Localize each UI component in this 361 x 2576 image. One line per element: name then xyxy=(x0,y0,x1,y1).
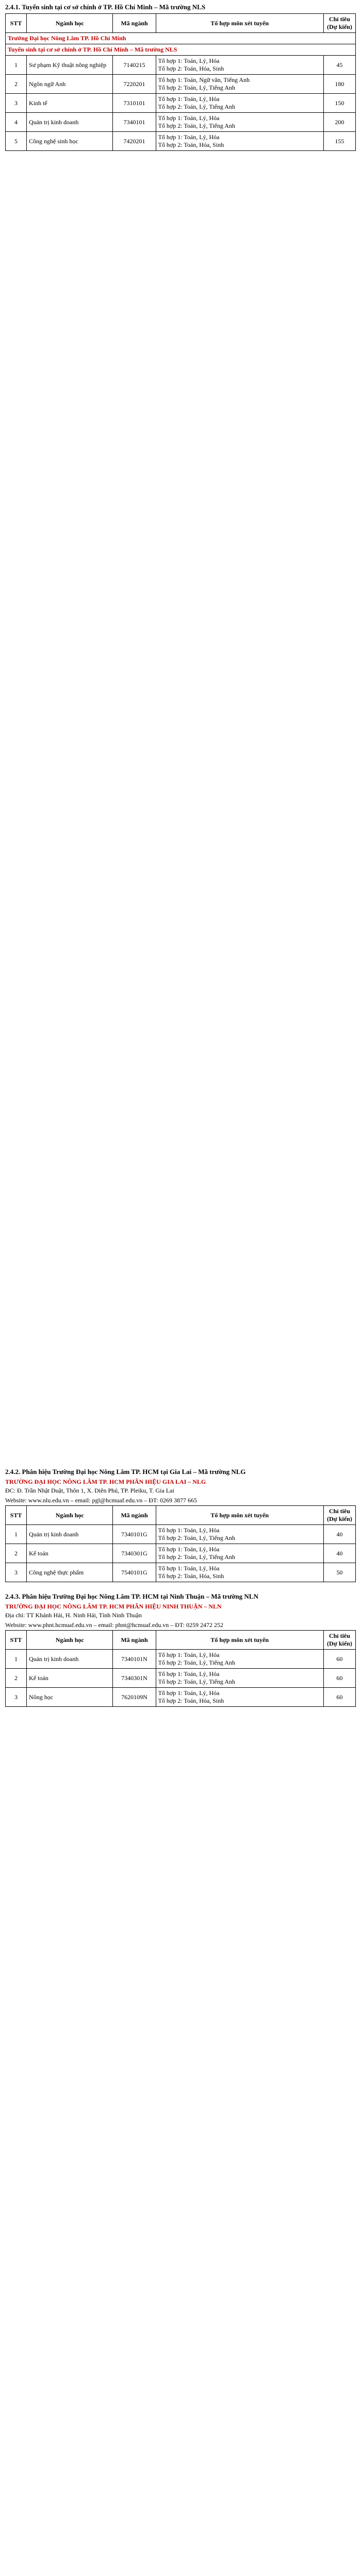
branch-address: Địa chỉ: TT Khánh Hải, H. Ninh Hải, Tỉnh Ninh Thuận xyxy=(5,1612,142,1619)
header-stt: STT xyxy=(6,14,27,33)
cell-quota: 60 xyxy=(323,1669,355,1688)
cell-major: Công nghệ thực phẩm xyxy=(27,1563,113,1582)
branch-address: ĐC: Đ. Trần Nhật Duật, Thôn 1, X. Diên Phú, TP. Pleiku, T. Gia Lai xyxy=(5,1487,174,1494)
combo-line: Tổ hợp 2: Toán, Lý, Tiếng Anh xyxy=(158,1659,235,1666)
cell-combos xyxy=(156,1650,323,1669)
cell-major: Quản trị kinh doanh xyxy=(27,113,113,132)
header-major: Ngành học xyxy=(27,1631,113,1650)
cell-quota: 50 xyxy=(323,1563,355,1582)
combo-line: Tổ hợp 1: Toán, Lý, Hóa xyxy=(158,1565,220,1572)
combo-line: Tổ hợp 1: Toán, Lý, Hóa xyxy=(158,1689,220,1697)
combo-line: Tổ hợp 2: Toán, Hóa, Sinh xyxy=(158,141,224,148)
header-code: Mã ngành xyxy=(113,14,156,33)
combo-line: Tổ hợp 2: Toán, Hóa, Sinh xyxy=(158,65,224,72)
table-row xyxy=(6,132,356,151)
table-row xyxy=(6,56,356,75)
cell-stt: 1 xyxy=(6,1650,27,1669)
cell-quota: 60 xyxy=(323,1688,355,1707)
combo-line: Tổ hợp 1: Toán, Lý, Hóa xyxy=(158,95,220,103)
table-row xyxy=(6,1650,356,1669)
header-combos: Tổ hợp môn xét tuyển xyxy=(156,14,323,33)
table-header xyxy=(6,1506,356,1525)
cell-major: Kinh tế xyxy=(27,94,113,113)
cell-code: 7620109N xyxy=(113,1688,156,1707)
header-stt: STT xyxy=(6,1506,27,1525)
combo-line: Tổ hợp 1: Toán, Ngữ văn, Tiếng Anh xyxy=(158,76,250,83)
cell-code: 7540101G xyxy=(113,1563,156,1582)
cell-combos xyxy=(156,1563,323,1582)
table-row xyxy=(6,75,356,94)
cell-code: 7340101N xyxy=(113,1650,156,1669)
branch-school-name: TRƯỜNG ĐẠI HỌC NÔNG LÂM TP. HCM PHÂN HIỆU GIA LAI – NLG xyxy=(5,1478,206,1485)
section-3-table xyxy=(5,1630,356,1707)
group-label: Tuyển sinh tại cơ sở chính ở TP. Hồ Chí Minh – Mã trường NLS xyxy=(6,44,356,56)
header-stt: STT xyxy=(6,1631,27,1650)
cell-quota: 60 xyxy=(323,1650,355,1669)
cell-code: 7140215 xyxy=(113,56,156,75)
document-page xyxy=(5,0,356,1707)
cell-major: Công nghệ sinh học xyxy=(27,132,113,151)
section-2-table xyxy=(5,1505,356,1582)
branch-school-name: TRƯỜNG ĐẠI HỌC NÔNG LÂM TP. HCM PHÂN HIỆU NINH THUẬN – NLN xyxy=(5,1603,222,1610)
table-header xyxy=(6,14,356,33)
cell-major: Nông học xyxy=(27,1688,113,1707)
spacer xyxy=(5,1582,356,1589)
cell-major: Quản trị kinh doanh xyxy=(27,1525,113,1544)
cell-combos xyxy=(156,1525,323,1544)
combo-line: Tổ hợp 2: Toán, Lý, Tiếng Anh xyxy=(158,84,235,91)
combo-line: Tổ hợp 2: Toán, Lý, Tiếng Anh xyxy=(158,122,235,129)
table-header xyxy=(6,1631,356,1650)
cell-combos xyxy=(156,56,323,75)
combo-line: Tổ hợp 2: Toán, Lý, Tiếng Anh xyxy=(158,1534,235,1541)
cell-code: 7310101 xyxy=(113,94,156,113)
cell-code: 7340301N xyxy=(113,1669,156,1688)
table-row xyxy=(6,1688,356,1707)
cell-stt: 3 xyxy=(6,1563,27,1582)
combo-line: Tổ hợp 1: Toán, Lý, Hóa xyxy=(158,114,220,122)
combo-line: Tổ hợp 1: Toán, Lý, Hóa xyxy=(158,1651,220,1658)
combo-line: Tổ hợp 1: Toán, Lý, Hóa xyxy=(158,1527,220,1534)
cell-combos xyxy=(156,113,323,132)
cell-code: 7340301G xyxy=(113,1544,156,1563)
combo-line: Tổ hợp 1: Toán, Lý, Hóa xyxy=(158,1546,220,1553)
header-code: Mã ngành xyxy=(113,1631,156,1650)
combo-line: Tổ hợp 2: Toán, Lý, Tiếng Anh xyxy=(158,1678,235,1685)
group-label: Trường Đại học Nông Lâm TP. Hồ Chí Minh xyxy=(6,33,356,44)
cell-major: Quản trị kinh doanh xyxy=(27,1650,113,1669)
cell-combos xyxy=(156,1544,323,1563)
group-row xyxy=(6,33,356,44)
cell-quota: 150 xyxy=(323,94,355,113)
header-quota: Chỉ tiêu (Dự kiến) xyxy=(323,1506,355,1525)
table-row xyxy=(6,1525,356,1544)
group-row xyxy=(6,44,356,56)
table-row xyxy=(6,1563,356,1582)
cell-quota: 40 xyxy=(323,1525,355,1544)
cell-combos xyxy=(156,75,323,94)
cell-stt: 3 xyxy=(6,94,27,113)
section-1-title: 2.4.1. Tuyển sinh tại cơ sở chính ở TP. Hồ Chí Minh – Mã trường NLS xyxy=(5,3,206,11)
cell-stt: 1 xyxy=(6,1525,27,1544)
cell-quota: 155 xyxy=(323,132,355,151)
table-continuation-space xyxy=(5,151,356,1465)
cell-code: 7420201 xyxy=(113,132,156,151)
cell-major: Kế toán xyxy=(27,1669,113,1688)
section-3-title: 2.4.3. Phân hiệu Trường Đại học Nông Lâm TP. HCM tại Ninh Thuận – Mã trường NLN xyxy=(5,1592,258,1600)
table-row xyxy=(6,113,356,132)
header-major: Ngành học xyxy=(27,14,113,33)
cell-code: 7340101G xyxy=(113,1525,156,1544)
cell-quota: 200 xyxy=(323,113,355,132)
combo-line: Tổ hợp 1: Toán, Lý, Hóa xyxy=(158,1670,220,1677)
section-2-title: 2.4.2. Phân hiệu Trường Đại học Nông Lâm TP. HCM tại Gia Lai – Mã trường NLG xyxy=(5,1468,246,1476)
cell-stt: 2 xyxy=(6,1669,27,1688)
cell-code: 7340101 xyxy=(113,113,156,132)
cell-stt: 3 xyxy=(6,1688,27,1707)
header-code: Mã ngành xyxy=(113,1506,156,1525)
cell-quota: 40 xyxy=(323,1544,355,1563)
cell-stt: 5 xyxy=(6,132,27,151)
cell-stt: 4 xyxy=(6,113,27,132)
cell-major: Ngôn ngữ Anh xyxy=(27,75,113,94)
branch-contact: Website: www.phnt.hcmuaf.edu.vn – email: phnt@hcmuaf.edu.vn – ĐT: 0259 2472 252 xyxy=(5,1621,223,1629)
combo-line: Tổ hợp 1: Toán, Lý, Hóa xyxy=(158,133,220,141)
cell-combos xyxy=(156,1688,323,1707)
table-row xyxy=(6,94,356,113)
table-row xyxy=(6,1544,356,1563)
combo-line: Tổ hợp 1: Toán, Lý, Hóa xyxy=(158,57,220,64)
section-1-table xyxy=(5,13,356,151)
combo-line: Tổ hợp 2: Toán, Lý, Tiếng Anh xyxy=(158,103,235,110)
cell-major: Sư phạm Kỹ thuật nông nghiệp xyxy=(27,56,113,75)
cell-stt: 1 xyxy=(6,56,27,75)
cell-quota: 180 xyxy=(323,75,355,94)
cell-major: Kế toán xyxy=(27,1544,113,1563)
combo-line: Tổ hợp 2: Toán, Lý, Tiếng Anh xyxy=(158,1553,235,1561)
cell-combos xyxy=(156,94,323,113)
header-combos: Tổ hợp môn xét tuyển xyxy=(156,1506,323,1525)
branch-contact: Website: www.nlu.edu.vn – email: pgl@hcmuaf.edu.vn – ĐT: 0269 3877 665 xyxy=(5,1497,197,1504)
cell-stt: 2 xyxy=(6,1544,27,1563)
header-combos: Tổ hợp môn xét tuyển xyxy=(156,1631,323,1650)
cell-combos xyxy=(156,132,323,151)
cell-stt: 2 xyxy=(6,75,27,94)
header-quota: Chỉ tiêu (Dự kiến) xyxy=(323,1631,355,1650)
cell-code: 7220201 xyxy=(113,75,156,94)
cell-quota: 45 xyxy=(323,56,355,75)
cell-combos xyxy=(156,1669,323,1688)
table-row xyxy=(6,1669,356,1688)
combo-line: Tổ hợp 2: Toán, Hóa, Sinh xyxy=(158,1572,224,1580)
header-major: Ngành học xyxy=(27,1506,113,1525)
header-quota: Chỉ tiêu (Dự kiến) xyxy=(323,14,355,33)
combo-line: Tổ hợp 2: Toán, Hóa, Sinh xyxy=(158,1697,224,1704)
